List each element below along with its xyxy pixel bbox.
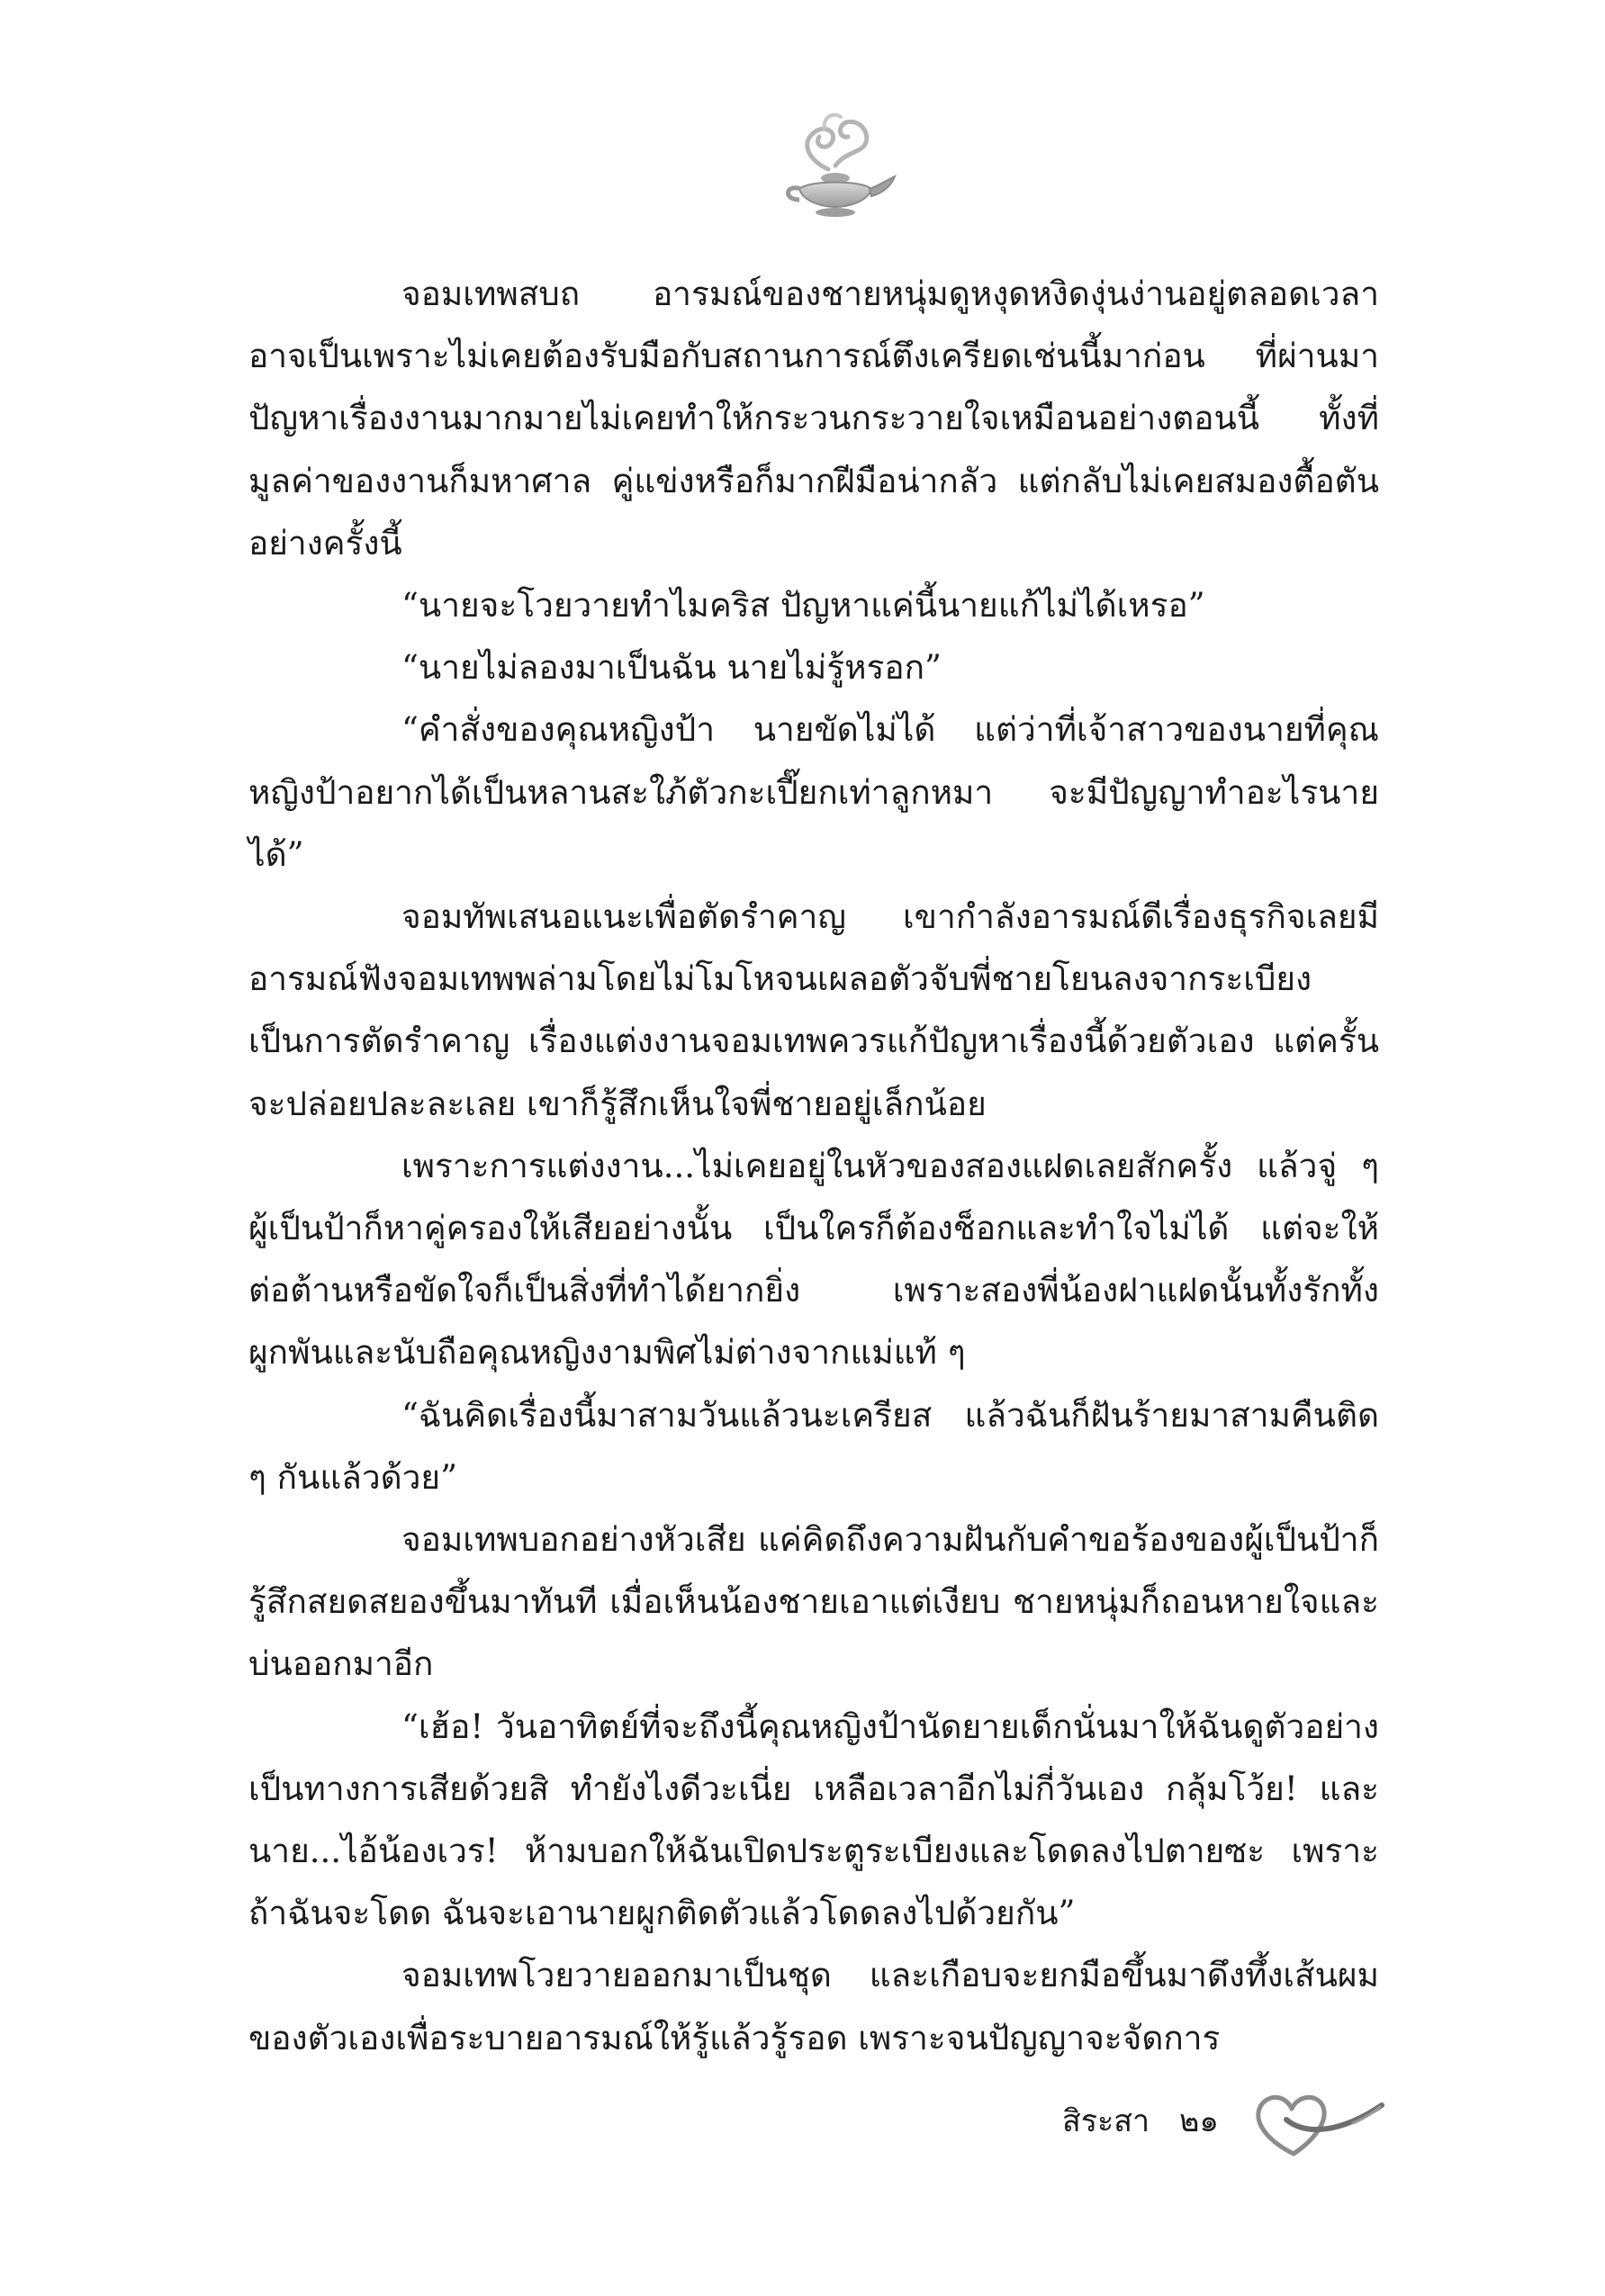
genie-lamp-icon	[772, 106, 898, 223]
page-number: ๒๑	[1179, 2103, 1219, 2139]
paragraph: “นายจะโวยวายทำไมคริส ปัญหาแค่นี้นายแก้ไม่ได้เหรอ”	[401, 586, 1205, 626]
paragraph: จอมเทพบอกอย่างหัวเสีย แค่คิดถึงความฝันกับคำขอร้องของผู้เป็นป้าก็รู้สึกสยดสยองขึ้นมาทันที เมื่อเห็นน้องชายเอาแต่เงียบ ชายหนุ่มก็ถอนหายใจและบ่นออกมาอีก	[248, 1520, 1379, 1684]
paragraph: “นายไม่ลองมาเป็นฉัน นายไม่รู้หรอก”	[401, 648, 942, 688]
paragraph: “ฉันคิดเรื่องนี้มาสามวันแล้วนะเครียส แล้วฉันก็ฝันร้ายมาสามคืนติด ๆ กันแล้วด้วย”	[248, 1395, 1379, 1497]
paragraph: จอมเทพสบถ อารมณ์ของชายหนุ่มดูหงุดหงิดงุ่นง่านอยู่ตลอดเวลา อาจเป็นเพราะไม่เคยต้องรับมือกับสถานการณ์ตึงเครียดเช่นนี้มาก่อน ที่ผ่านมาปัญหาเรื่องงานมากมายไม่เคยทำให้กระวนกระวายใจเหมือนอย่างตอนนี้ ทั้งที่มูลค่าของงานก็มหาศาล คู่แข่งหรือก็มากฝีมือน่ากลัว แต่กลับไม่เคยสมองตื้อตันอย่างครั้งนี้	[248, 275, 1379, 563]
paragraph: จอมทัพเสนอแนะเพื่อตัดรำคาญ เขากำลังอารมณ์ดีเรื่องธุรกิจเลยมีอารมณ์ฟังจอมเทพพล่ามโดยไม่โมโหจนเผลอตัวจับพี่ชายโยนลงจากระเบียงเป็นการตัดรำคาญ เรื่องแต่งงานจอมเทพควรแก้ปัญหาเรื่องนี้ด้วยตัวเอง แต่ครั้นจะปล่อยปละละเลย เขาก็รู้สึกเห็นใจพี่ชายอยู่เล็กน้อย	[248, 897, 1379, 1123]
book-title: สิระสา	[1062, 2103, 1150, 2139]
paragraph: “คำสั่งของคุณหญิงป้า นายขัดไม่ได้ แต่ว่าที่เจ้าสาวของนายที่คุณหญิงป้าอยากได้เป็นหลานสะใภ้ตัวกะเปี๊ยกเท่าลูกหมา จะมีปัญญาทำอะไรนายได้”	[248, 710, 1379, 874]
body-text	[248, 263, 1379, 2069]
paragraph: จอมเทพโวยวายออกมาเป็นชุด และเกือบจะยกมือขึ้นมาดึงทึ้งเส้นผมของตัวเองเพื่อระบายอารมณ์ให้รู้แล้วรู้รอด เพราะจนปัญญาจะจัดการ	[248, 1956, 1379, 2057]
paragraph: “เฮ้อ! วันอาทิตย์ที่จะถึงนี้คุณหญิงป้านัดยายเด็กนั่นมาให้ฉันดูตัวอย่างเป็นทางการเสียด้วยสิ ทำยังไงดีวะเนี่ย เหลือเวลาอีกไม่กี่วันเอง กลุ้มโว้ย! และนาย...ไอ้น้องเวร! ห้ามบอกให้ฉันเปิดประตูระเบียงและโดดลงไปตายซะ เพราะถ้าฉันจะโดด ฉันจะเอานายผูกติดตัวแล้วโดดลงไปด้วยกัน”	[248, 1706, 1379, 1933]
page-footer	[1062, 2084, 1440, 2165]
paragraph: เพราะการแต่งงาน...ไม่เคยอยู่ในหัวของสองแฝดเลยสักครั้ง แล้วจู่ ๆ ผู้เป็นป้าก็หาคู่ครองให้เสียอย่างนั้น เป็นใครก็ต้องช็อกและทำใจไม่ได้ แต่จะให้ต่อต้านหรือขัดใจก็เป็นสิ่งที่ทำได้ยากยิ่ง เพราะสองพี่น้องฝาแฝดนั้นทั้งรักทั้งผูกพันและนับถือคุณหญิงงามพิศไม่ต่างจากแม่แท้ ๆ	[248, 1146, 1379, 1373]
heart-flourish-icon	[1247, 2084, 1391, 2165]
